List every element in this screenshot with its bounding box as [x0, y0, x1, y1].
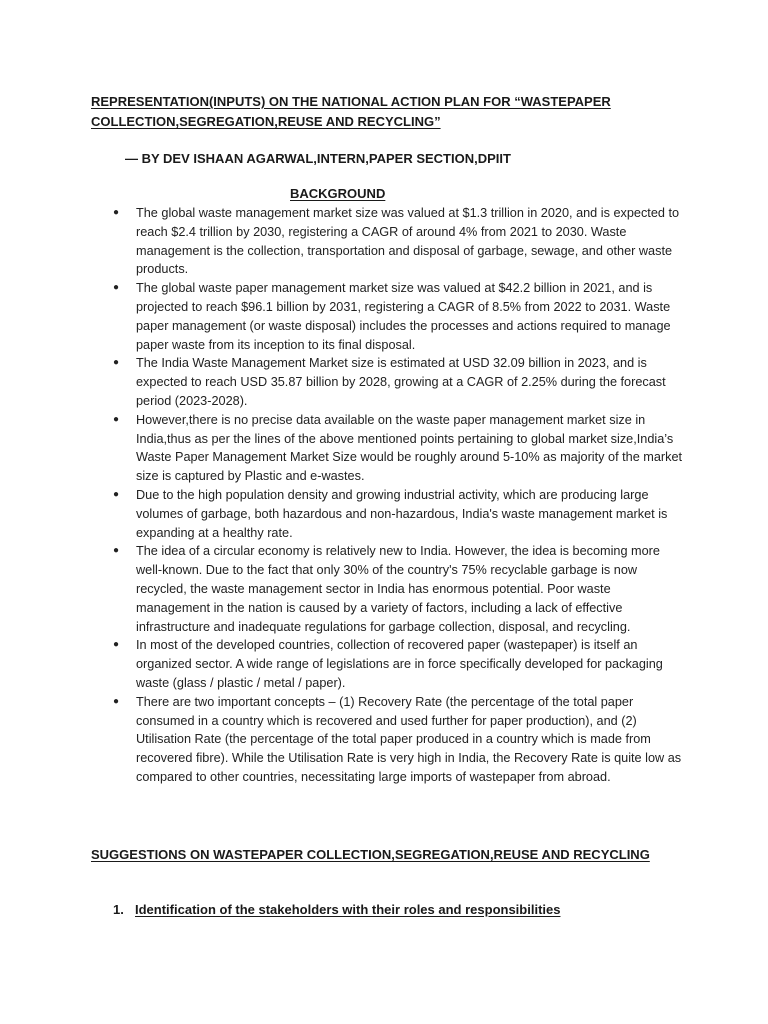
bullet-item — [113, 411, 683, 486]
bullet-item — [113, 636, 683, 692]
bullet-item — [113, 354, 683, 410]
background-bullet-list — [113, 204, 683, 787]
bullet-text: The India Waste Management Market size is estimated at USD 32.09 billion in 2023, and is expected to reach USD 35.87 billion by 2028, growing at a CAGR of 2.25% during the forecast period (2023-2028). — [136, 356, 666, 408]
bullet-text: However,there is no precise data available on the waste paper management market size in India,thus as per the lines of the above mentioned points pertaining to global market size,India’s Waste Paper Management Market Size would be roughly around 5-10% as majority of the market size is captured by Plastic and e-wastes. — [136, 412, 683, 484]
bullet-text: The idea of a circular economy is relatively new to India. However, the idea is becoming more well-known. Due to the fact that only 30% of the country's 75% recyclable garbage is now recycled, the waste management sector in India has enormous potential. Poor waste management in the nation is caused by a variety of factors, including a lack of effective infrastructure and inadequate regulations for garbage collection, disposal, and recycling. — [136, 544, 660, 634]
document-title: REPRESENTATION(INPUTS) ON THE NATIONAL ACTION PLAN FOR “WASTEPAPER COLLECTION,SEGREGATION,REUSE AND RECYCLING” — [91, 94, 611, 129]
bullet-item — [113, 542, 683, 636]
numbered-item — [113, 900, 673, 920]
bullet-dot-icon: ● — [113, 413, 120, 425]
bullet-text: In most of the developed countries, collection of recovered paper (wastepaper) is itself an organized sector. A wide range of legislations are in force specifically developed for packaging waste (glass / plastic / metal / paper). — [136, 638, 663, 690]
bullet-text: The global waste management market size was valued at $1.3 trillion in 2020, and is expected to reach $2.4 trillion by 2030, registering a CAGR of around 4% from 2021 to 2030. Waste management is the collection, transportation and disposal of garbage, sewage, and other waste products. — [136, 206, 680, 277]
bullet-text: The global waste paper management market size was valued at $42.2 billion in 2021, and is projected to reach $96.1 billion by 2031, registering a CAGR of 8.5% from 2022 to 2031. Waste paper management (or waste disposal) includes the processes and actions required to manage paper waste from its inception to its final disposal. — [136, 281, 671, 352]
bullet-text: There are two important concepts – (1) Recovery Rate (the percentage of the total paper consumed in a country which is recovered and used further for paper production), and (2) Utilisation Rate (the percentage of the total paper produced in a country which is made from recovered fibre). While the Utilisation Rate is very high in India, the Recovery Rate is quite low as compared to other countries, necessitating large imports of wastepaper from abroad. — [136, 694, 682, 784]
bullet-item — [113, 279, 683, 354]
bullet-item — [113, 486, 683, 542]
bullet-dot-icon: ● — [113, 695, 120, 707]
background-heading: BACKGROUND — [290, 186, 386, 201]
bullet-item — [113, 204, 683, 279]
suggestions-heading: SUGGESTIONS ON WASTEPAPER COLLECTION,SEGREGATION,REUSE AND RECYCLING — [91, 847, 650, 862]
bullet-dot-icon: ● — [113, 545, 120, 557]
bullet-dot-icon: ● — [113, 207, 120, 218]
bullet-dot-icon: ● — [113, 282, 120, 294]
bullet-dot-icon: ● — [113, 639, 120, 651]
bullet-text: Due to the high population density and growing industrial activity, which are producing large volumes of garbage, both hazardous and non-hazardous, India's waste management market is expanding at a healthy rate. — [136, 487, 668, 540]
bullet-item — [113, 693, 683, 787]
item-number: 1. — [113, 902, 124, 917]
bullet-dot-icon: ● — [113, 488, 120, 500]
author-byline: — BY DEV ISHAAN AGARWAL,INTERN,PAPER SECTION,DPIIT — [125, 151, 511, 166]
bullet-dot-icon: ● — [113, 357, 120, 369]
item-label: Identification of the stakeholders with their roles and responsibilities — [135, 902, 561, 917]
